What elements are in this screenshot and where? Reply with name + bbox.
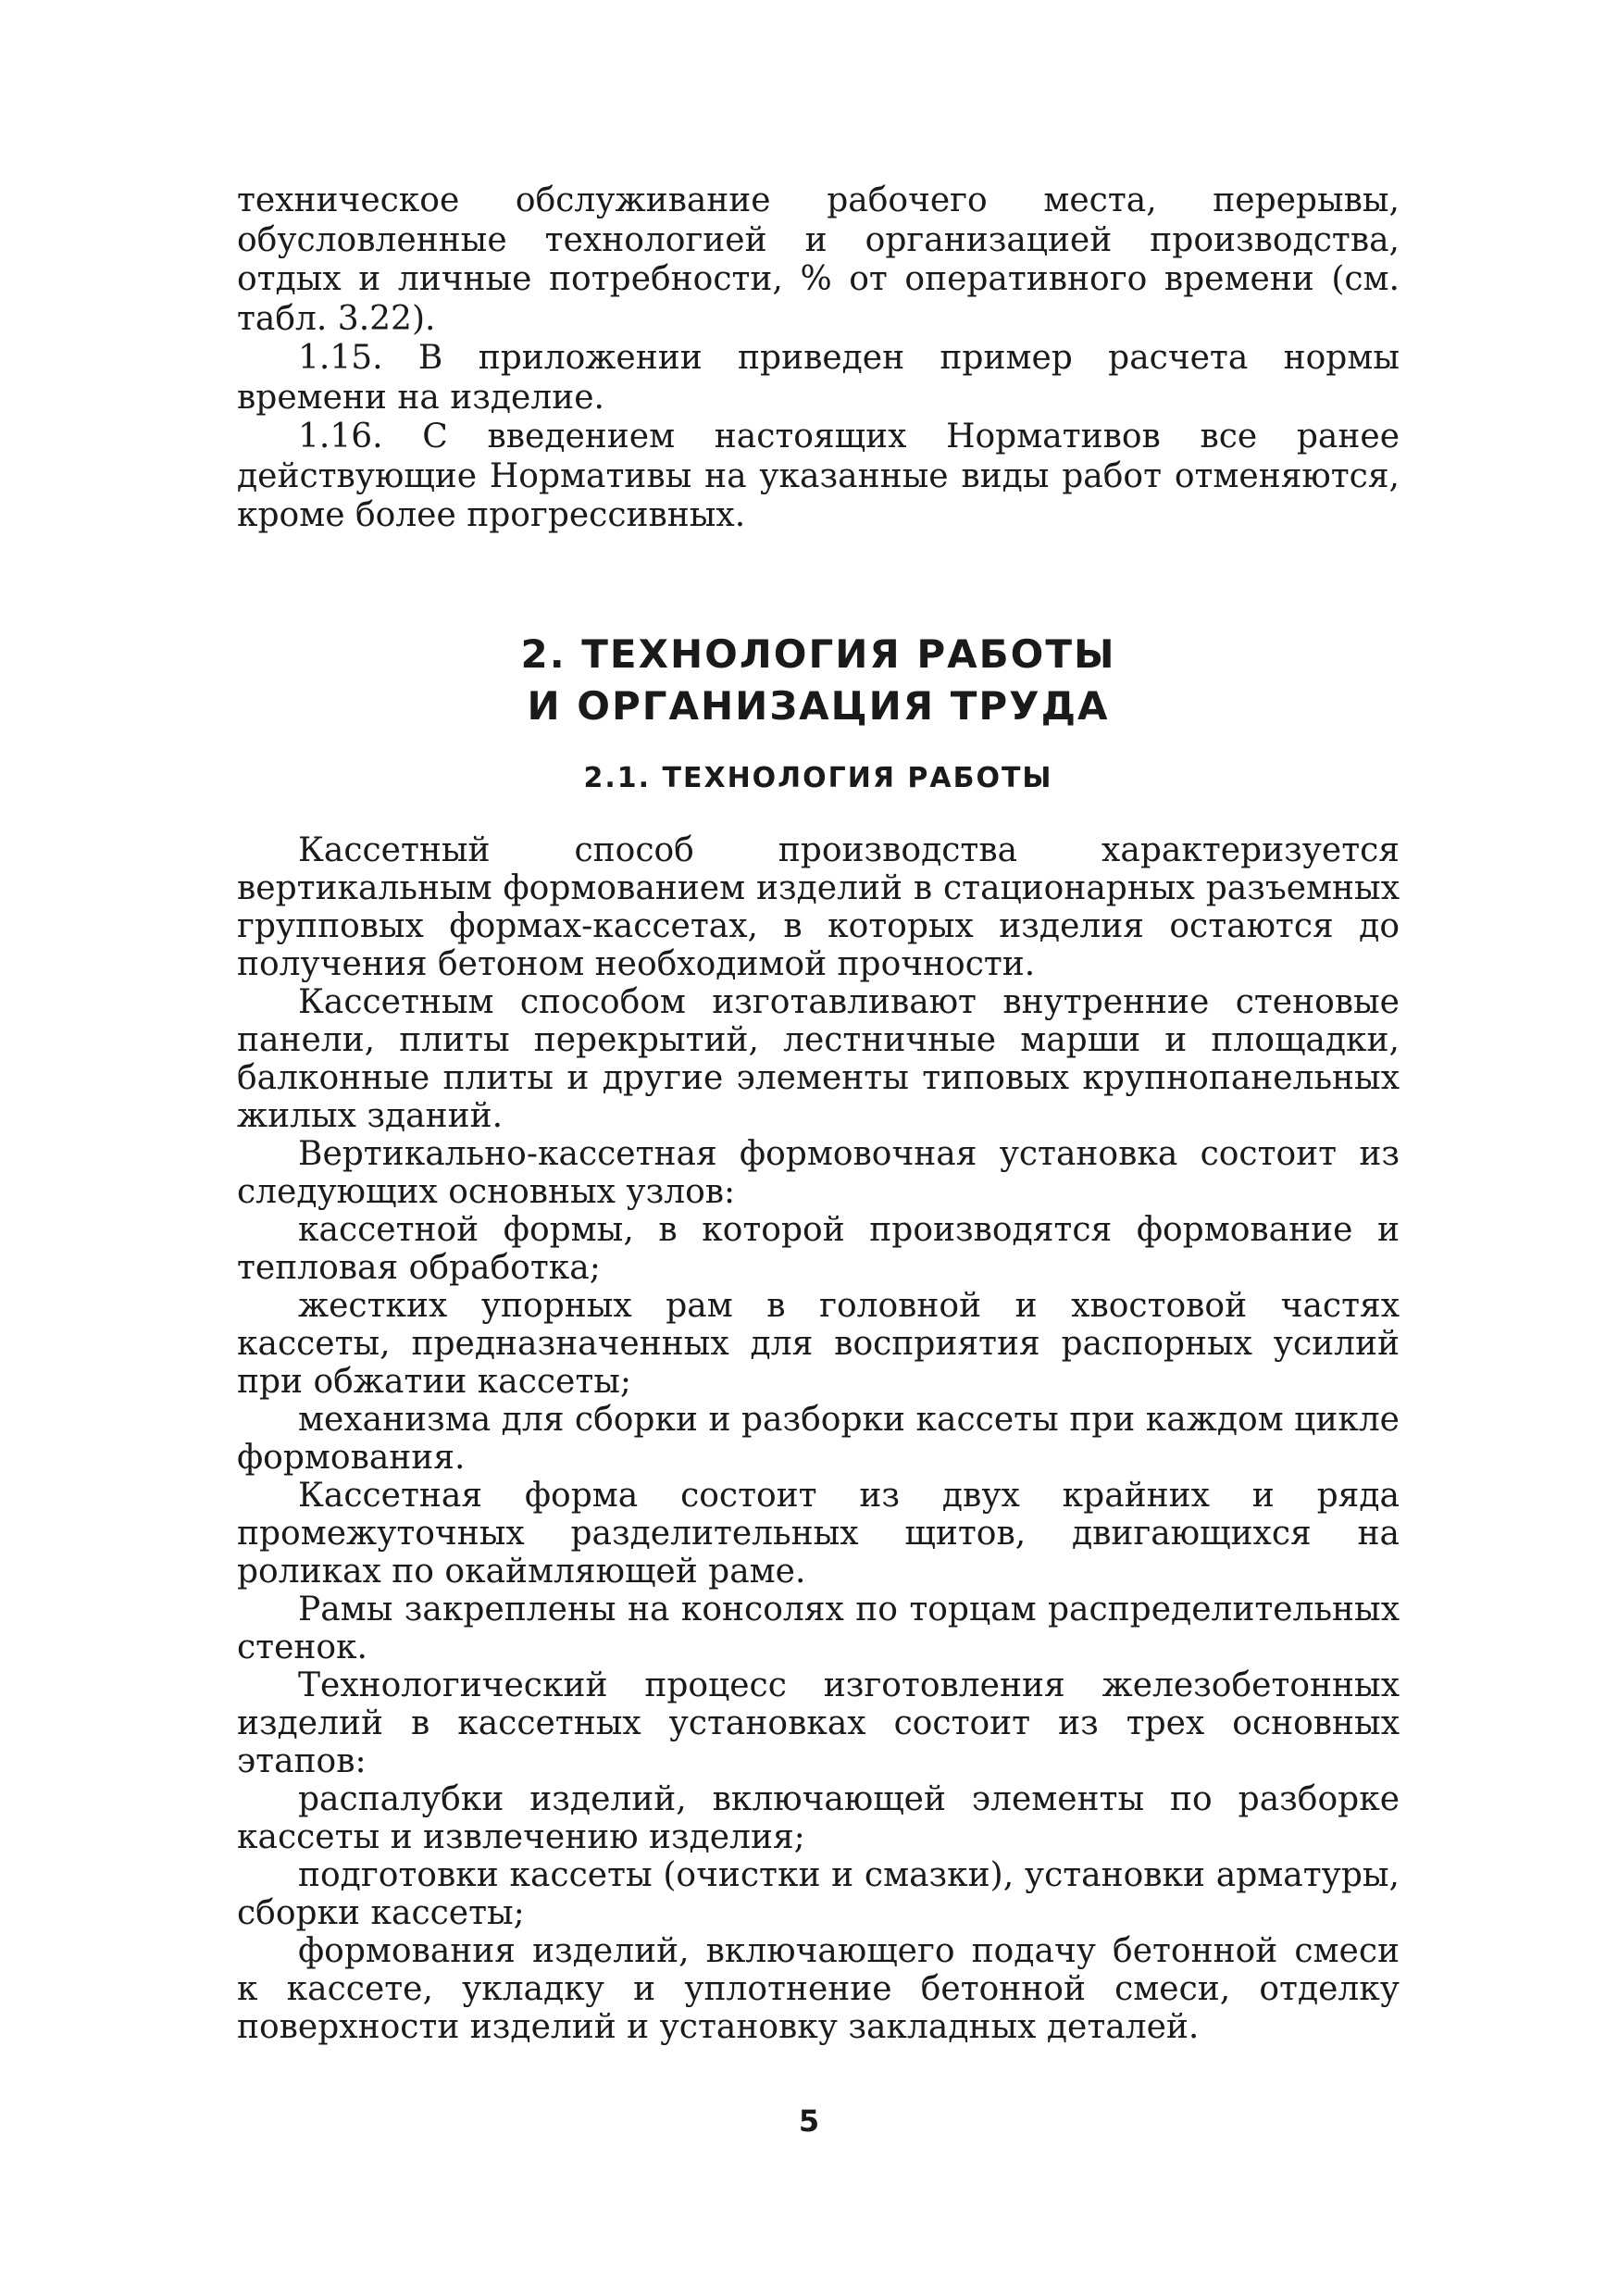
paragraph-1-16: 1.16. С введением настоящих Нормативов все ранее действующие Нормативы на указанные виды работ отменяются, кроме более прогрессивных.	[237, 418, 1400, 534]
body-paragraph: кассетной формы, в которой производятся формование и тепловая обработка;	[237, 1210, 1400, 1287]
section-heading	[237, 629, 1400, 732]
paragraph-continuation: техническое обслуживание рабочего места, перерывы, обусловленные технологией и организацией производства, отдых и личные потребности, % от оперативного времени (см. табл. 3.22).	[237, 181, 1400, 338]
intro-section	[237, 181, 1400, 536]
body-paragraph: механизма для сборки и разборки кассеты при каждом цикле формования.	[237, 1400, 1400, 1477]
body-section	[237, 831, 1400, 2046]
body-paragraph: Технологический процесс изготовления железобетонных изделий в кассетных установках состоит из трех основных этапов:	[237, 1666, 1400, 1780]
body-paragraph: распалубки изделий, включающей элементы по разборке кассеты и извлечению изделия;	[237, 1779, 1400, 1856]
section-title-line-2: И ОРГАНИЗАЦИЯ ТРУДА	[527, 682, 1110, 729]
body-paragraph: Кассетный способ производства характеризуется вертикальным формованием изделий в стационарных разъемных групповых формах-кассетах, в которых изделия остаются до получения бетоном необходимой прочности.	[237, 830, 1400, 983]
body-paragraph: Кассетная форма состоит из двух крайних и ряда промежуточных разделительных щитов, двигающихся на роликах по окаймляющей раме.	[237, 1476, 1400, 1591]
body-paragraph: Вертикально-кассетная формовочная установка состоит из следующих основных узлов:	[237, 1134, 1400, 1211]
subsection-heading: 2.1. ТЕХНОЛОГИЯ РАБОТЫ	[583, 761, 1053, 794]
body-paragraph: формования изделий, включающего подачу бетонной смеси к кассете, укладку и уплотнение бетонной смеси, отделку поверхности изделий и установку закладных деталей.	[237, 1931, 1400, 2046]
paragraph-1-15: 1.15. В приложении приведен пример расчета нормы времени на изделие.	[237, 339, 1400, 417]
section-title-line-1: 2. ТЕХНОЛОГИЯ РАБОТЫ	[520, 630, 1116, 677]
page-number: 5	[798, 2103, 820, 2139]
body-paragraph: жестких упорных рам в головной и хвостовой частях кассеты, предназначенных для восприятия распорных усилий при обжатии кассеты;	[237, 1286, 1400, 1401]
body-paragraph: Рамы закреплены на консолях по торцам распределительных стенок.	[237, 1590, 1400, 1666]
body-paragraph: Кассетным способом изготавливают внутренние стеновые панели, плиты перекрытий, лестничные марши и площадки, балконные плиты и другие элементы типовых крупнопанельных жилых зданий.	[237, 982, 1400, 1135]
body-paragraph: подготовки кассеты (очистки и смазки), установки арматуры, сборки кассеты;	[237, 1855, 1400, 1932]
